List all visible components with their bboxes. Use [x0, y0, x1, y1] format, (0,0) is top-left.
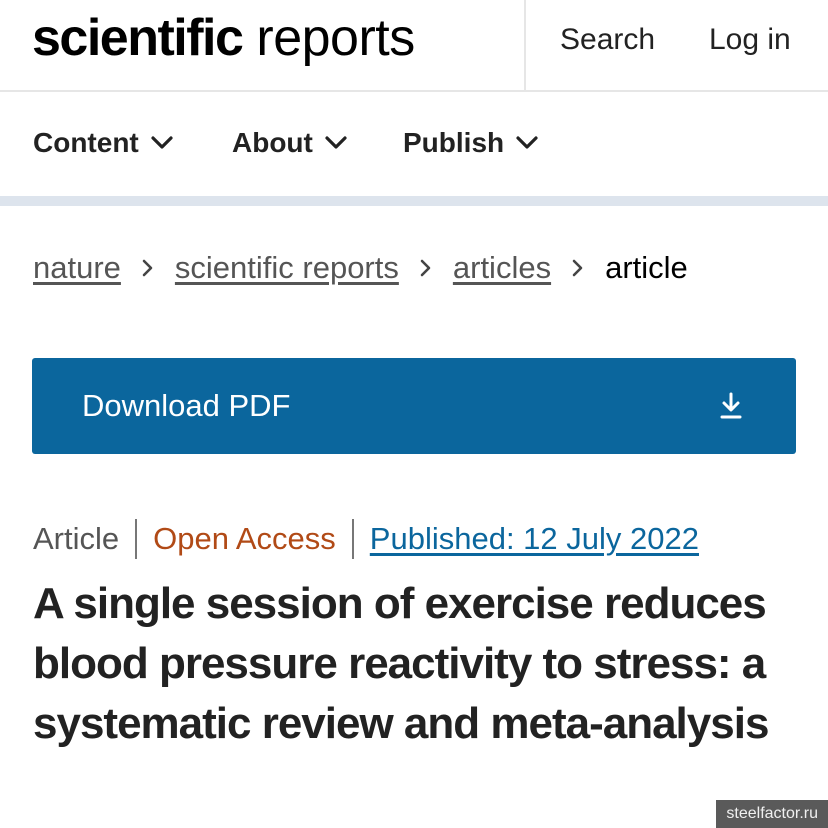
nav-item-content[interactable] [33, 126, 173, 160]
article-type: Article [33, 521, 120, 556]
nav-item-publish[interactable] [403, 126, 538, 160]
header-divider [524, 0, 526, 92]
search-link[interactable]: Search [560, 23, 656, 56]
meta-divider [135, 519, 137, 559]
chevron-down-icon [151, 136, 173, 150]
nav-item-label: Publish [403, 127, 505, 158]
download-pdf-label: Download PDF [82, 388, 291, 423]
main-nav [0, 92, 828, 196]
breadcrumb [33, 248, 688, 288]
site-logo[interactable] [32, 10, 415, 66]
chevron-right-icon [571, 258, 585, 278]
chevron-down-icon [516, 136, 538, 150]
chevron-right-icon [419, 258, 433, 278]
article-title: A single session of exercise reduces blood pressure reactivity to stress: a systematic review and meta-analysis [33, 579, 769, 748]
breadcrumb-link-articles[interactable]: articles [452, 250, 552, 285]
open-access-badge: Open Access [153, 521, 336, 556]
nav-item-label: About [232, 127, 313, 158]
breadcrumb-current: article [605, 250, 688, 285]
article-meta [33, 518, 699, 560]
site-header [0, 0, 828, 92]
nav-bottom-bar [0, 196, 828, 206]
download-icon [720, 392, 742, 420]
meta-divider [352, 519, 354, 559]
published-date-link[interactable]: Published: 12 July 2022 [369, 521, 699, 556]
logo-bold-text: scientific [32, 9, 243, 67]
chevron-down-icon [325, 136, 347, 150]
logo-light-text: reports [256, 9, 415, 67]
nav-item-about[interactable] [232, 126, 347, 160]
breadcrumb-link-nature[interactable]: nature [33, 250, 121, 285]
breadcrumb-link-scientific-reports[interactable]: scientific reports [174, 250, 399, 285]
download-pdf-button[interactable] [32, 358, 796, 454]
login-link[interactable]: Log in [709, 23, 791, 56]
watermark: steelfactor.ru [716, 800, 828, 828]
chevron-right-icon [141, 258, 155, 278]
nav-item-label: Content [33, 127, 139, 158]
